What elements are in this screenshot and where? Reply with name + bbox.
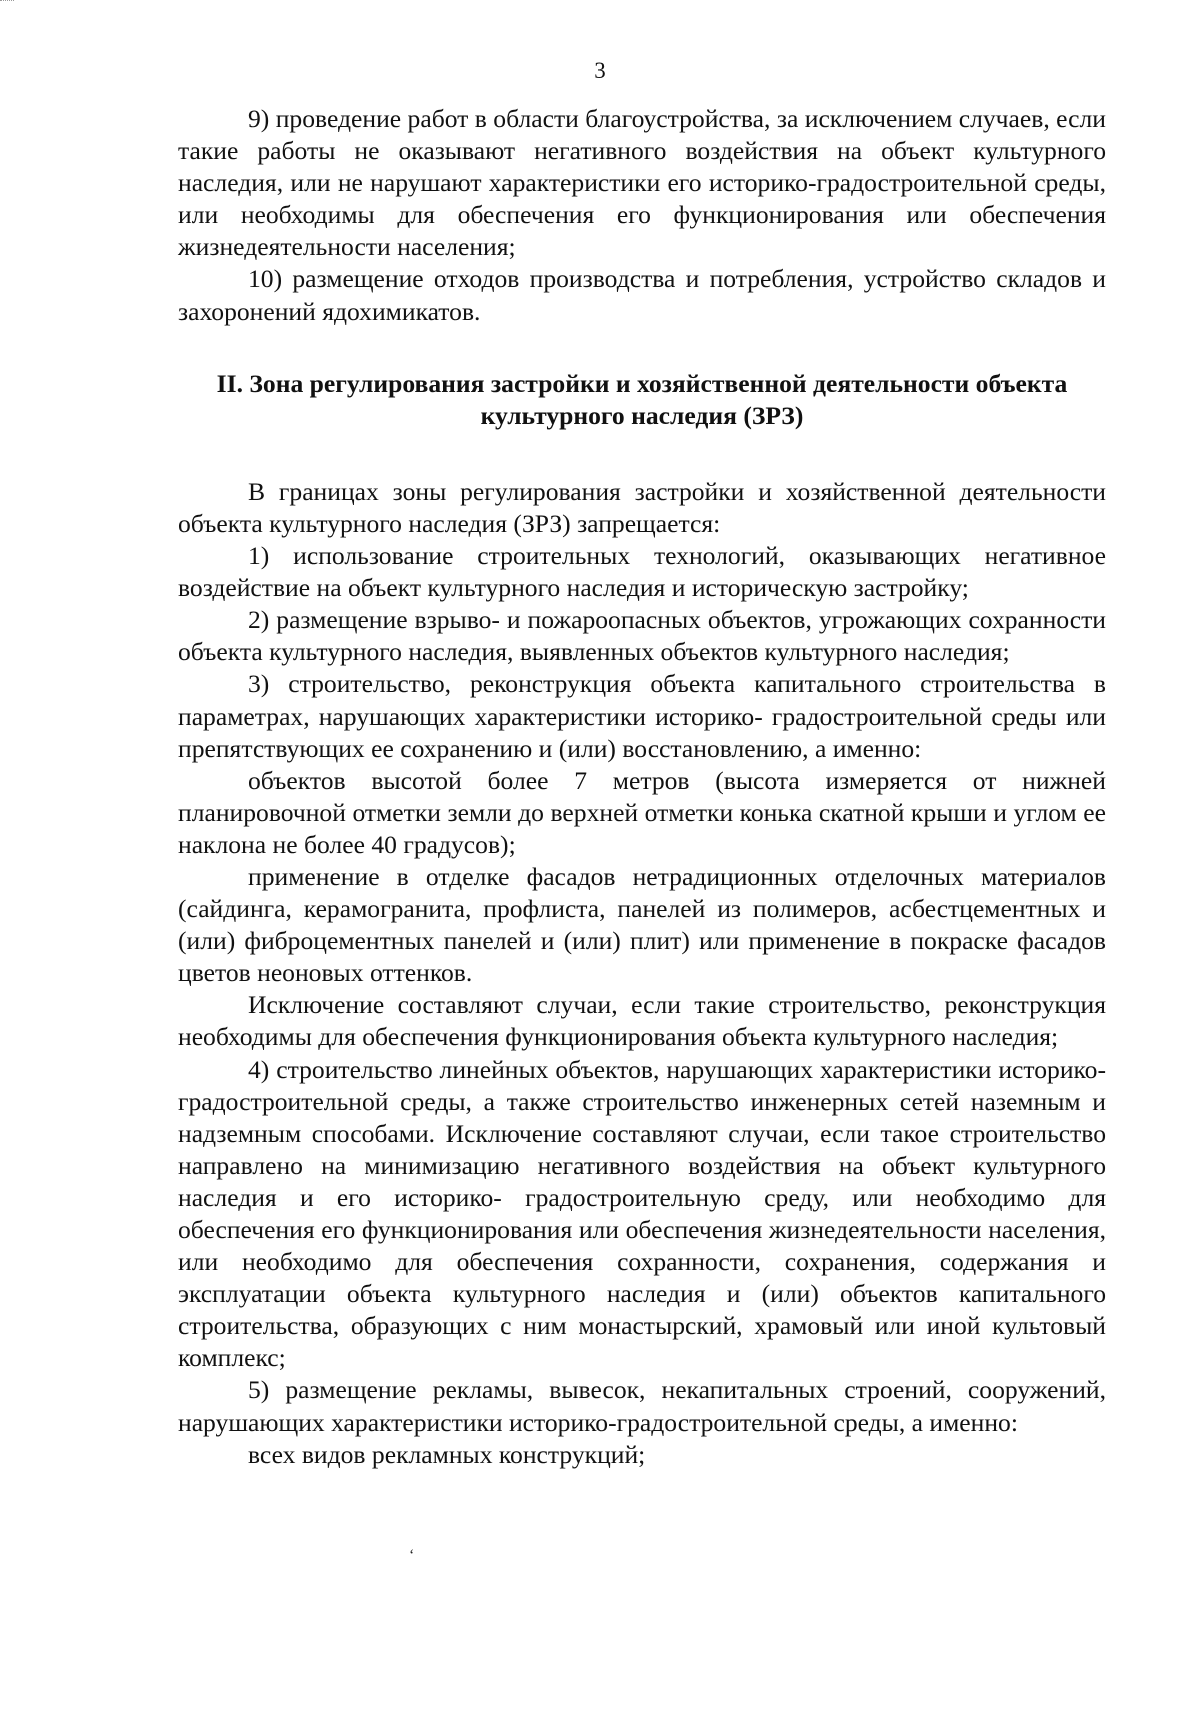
paragraph-item-9: 9) проведение работ в области благоустройства, за исключением случаев, если такие работы не оказывают негативного воздействия на объект культурного наследия, или не нарушают характеристики его историко-градостроительной среды, или необходимы для обеспечения его функционирования или обеспечения жизнедеятельности населения; bbox=[178, 104, 1106, 262]
page-number: 3 bbox=[594, 58, 606, 83]
paragraph-item-2: 2) размещение взрыво- и пожароопасных объектов, угрожающих сохранности объекта культурного наследия, выявленных объектов культурного наследия; bbox=[178, 605, 1106, 667]
paragraph-item-3-facades: применение в отделке фасадов нетрадиционных отделочных материалов (сайдинга, керамогранита, профлиста, панелей из полимеров, асбестцементных и (или) фиброцементных панелей и (или) плит) или применение в покраске фасадов цветов неоновых оттенков. bbox=[178, 861, 1106, 988]
scan-corner-artifact bbox=[0, 0, 14, 4]
stray-mark: ‘ bbox=[409, 1547, 415, 1564]
paragraph-intro: В границах зоны регулирования застройки и хозяйственной деятельности объекта культурного наследия (ЗРЗ) запрещается: bbox=[178, 476, 1106, 538]
paragraph-item-4: 4) строительство линейных объектов, нарушающих характеристики историко-градостроительной среды, а также строительство инженерных сетей наземным и надземным способами. Исключение составляют случаи, если такое строительство направлено на минимизацию негативного воздействия на объект культурного наследия и его историко- градостроительную среду, или необходимо для обеспечения его функционирования или обеспечения жизнедеятельности населения, или необходимо для обеспечения сохранности, сохранения, содержания и эксплуатации объекта культурного наследия и (или) объектов капитального строительства, образующих с ним монастырский, храмовый или иной культовый комплекс; bbox=[178, 1054, 1106, 1373]
paragraph-item-3-height: объектов высотой более 7 метров (высота измеряется от нижней планировочной отметки земли до верхней отметки конька скатной крыши и углом ее наклона не более 40 градусов); bbox=[178, 765, 1106, 859]
section-heading bbox=[178, 368, 1106, 432]
paragraph-item-5: 5) размещение рекламы, вывесок, некапитальных строений, сооружений, нарушающих характеристики историко-градостроительной среды, а именно: bbox=[178, 1375, 1106, 1437]
paragraph-item-1: 1) использование строительных технологий, оказывающих негативное воздействие на объект культурного наследия и историческую застройку; bbox=[178, 541, 1106, 603]
paragraph-item-5-advertising: всех видов рекламных конструкций; bbox=[248, 1439, 646, 1469]
paragraph-item-3: 3) строительство, реконструкция объекта капитального строительства в параметрах, нарушающих характеристики историко- градостроительной среды или препятствующих ее сохранению и (или) восстановлению, а именно: bbox=[178, 669, 1106, 763]
section-heading-line-2: культурного наследия (ЗРЗ) bbox=[480, 400, 804, 430]
paragraph-item-10: 10) размещение отходов производства и потребления, устройство складов и захоронений ядохимикатов. bbox=[178, 264, 1106, 326]
section-heading-line-1: II. Зона регулирования застройки и хозяйственной деятельности объекта bbox=[216, 368, 1068, 398]
paragraph-item-3-exception: Исключение составляют случаи, если такие строительство, реконструкция необходимы для обеспечения функционирования объекта культурного наследия; bbox=[178, 990, 1106, 1052]
document-body bbox=[178, 103, 1106, 1471]
